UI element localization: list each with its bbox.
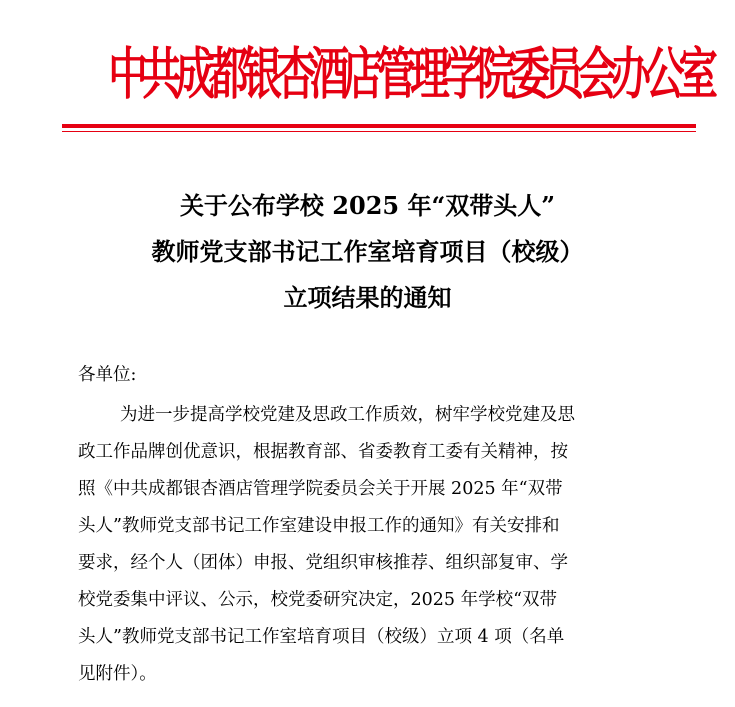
body-line-6: 校党委集中评议、公示，校党委研究决定，2025 年学校“双带 (78, 590, 558, 610)
header-divider-thick (62, 124, 696, 128)
notice-title-line-3: 立项结果的通知 (283, 283, 452, 312)
body-line-1: 为进一步提高学校党建及思政工作质效，树牢学校党建及思 (120, 405, 575, 425)
notice-title-line-2: 教师党支部书记工作室培育项目（校级） (151, 237, 584, 266)
body-line-4: 头人”教师党支部书记工作室建设申报工作的通知》有关安排和 (78, 516, 560, 536)
notice-title-line-1: 关于公布学校 2025 年“双带头人” (179, 191, 556, 220)
body-line-8: 见附件）。 (78, 664, 157, 684)
organization-header: 中共成都银杏酒店管理学院委员会办公室 (108, 41, 712, 107)
header-divider-thin (62, 131, 696, 132)
body-line-3: 照《中共成都银杏酒店管理学院委员会关于开展 2025 年“双带 (78, 479, 563, 499)
salutation: 各单位: (78, 365, 137, 385)
body-line-2: 政工作品牌创优意识，根据教育部、省委教育工委有关精神，按 (78, 442, 568, 462)
body-line-7: 头人”教师党支部书记工作室培育项目（校级）立项 4 项（名单 (78, 627, 565, 647)
body-line-5: 要求，经个人（团体）申报、党组织审核推荐、组织部复审、学 (78, 553, 568, 573)
